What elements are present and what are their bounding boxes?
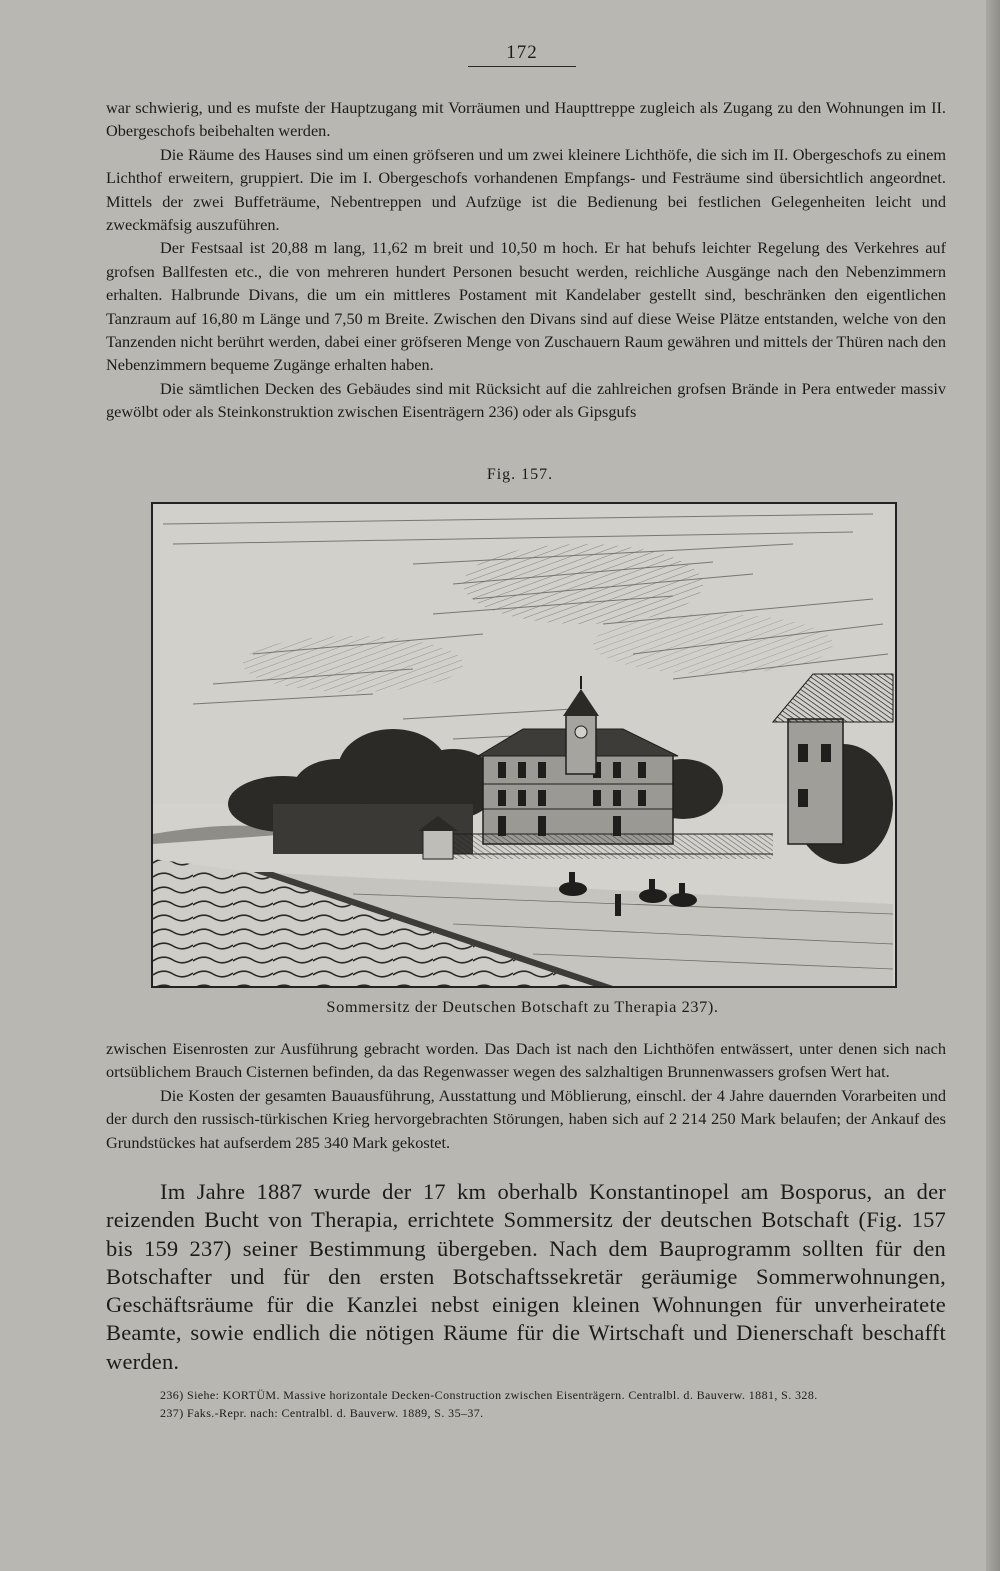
engraving-illustration (153, 504, 895, 986)
page-number: 172 (468, 42, 576, 67)
paragraph-6: Die Kosten der gesamten Bauausführung, Ausstattung und Möblierung, einschl. der 4 Jahre dauernden Vorarbeiten und der durch den russisch-türkischen Krieg hervorgebrachten Störungen, haben sich auf 2 214 250 Mark belaufen; der Ankauf des Grundstückes hat aufserdem 285 340 Mark gekostet. (106, 1085, 946, 1152)
lower-text (106, 1037, 946, 1154)
figure-caption: Sommersitz der Deutschen Botschaft zu Therapia 237). (326, 997, 719, 1016)
paragraph-2: Die Räume des Hauses sind um einen gröfseren und um zwei kleinere Lichthöfe, die sich im II. Obergeschofs zu einem Lichthof erweitern, gruppiert. Die im I. Obergeschofs vorhandenen Empfangs- und Festräume sind übersichtlich angeordnet. Mittels der zwei Buffeträume, Nebentreppen und Aufzüge ist die Bedienung bei festlichen Gelegenheiten leicht und zweckmäfsig auszuführen. (106, 144, 946, 235)
paragraph-1: war schwierig, und es mufste der Hauptzugang mit Vorräumen und Haupttreppe zugleich als Zugang zu den Wohnungen im II. Obergeschofs beibehalten werden. (106, 98, 946, 141)
paragraph-3: Der Festsaal ist 20,88 m lang, 11,62 m breit und 10,50 m hoch. Er hat behufs leichter Regelung des Verkehres auf grofsen Ballfesten etc., die von mehreren hundert Personen besucht werden, reichliche Ausgänge nach den Nebenzimmern erhalten. Halbrunde Divans, die um ein mittleres Postament mit Kandelaber gestellt sind, beschränken den eigentlichen Tanzraum auf 16,80 m Länge und 7,50 m Breite. Zwischen den Divans sind auf diese Weise Plätze entstanden, welche von den Tanzenden nicht berührt werden, dabei einer gröfseren Menge von Zuschauern Raum gewähren und mittels der Thüren nach den Nebenzimmern bequeme Zugänge erhalten haben. (106, 238, 946, 375)
large-text (106, 1178, 946, 1376)
paragraph-5: zwischen Eisenrosten zur Ausführung gebracht worden. Das Dach ist nach den Lichthöfen entwässert, unter denen sich nach ortsüblichem Brauch Cisternen befinden, da das Regenwasser wegen des salzhaltigen Brunnenwassers grofsen Wert hat. (106, 1039, 946, 1082)
footnote-236: 236) Siehe: KORTÜM. Massive horizontale Decken-Construction zwischen Eisenträgern. Centralbl. d. Bauverw. 1881, S. 328. (160, 1388, 818, 1402)
engraving-figure (151, 502, 897, 988)
paragraph-4: Die sämtlichen Decken des Gebäudes sind mit Rücksicht auf die zahlreichen grofsen Brände in Pera entweder massiv gewölbt oder als Steinkonstruktion zwischen Eisenträgern 236) oder als Gipsgufs (106, 378, 946, 422)
footnotes (106, 1386, 946, 1422)
figure-label: Fig. 157. (486, 466, 554, 483)
paragraph-large: Im Jahre 1887 wurde der 17 km oberhalb Konstantinopel am Bosporus, an der reizenden Bucht von Therapia, errichtete Sommersitz der deutschen Botschaft (Fig. 157 bis 159 237) seiner Bestimmung übergeben. Nach dem Bauprogramm sollten für den Botschafter und für den ersten Botschaftssekretär geräumige Sommerwohnungen, Geschäftsräume für die Kanzlei nebst einigen kleinen Wohnungen für unverheiratete Beamte, sowie endlich die nötigen Räume für die Wirtschaft und Dienerschaft beschafft werden. (106, 1179, 946, 1374)
footnote-237: 237) Faks.-Repr. nach: Centralbl. d. Bauverw. 1889, S. 35–37. (160, 1406, 484, 1420)
upper-text (106, 96, 946, 424)
page-edge (986, 0, 1000, 1571)
